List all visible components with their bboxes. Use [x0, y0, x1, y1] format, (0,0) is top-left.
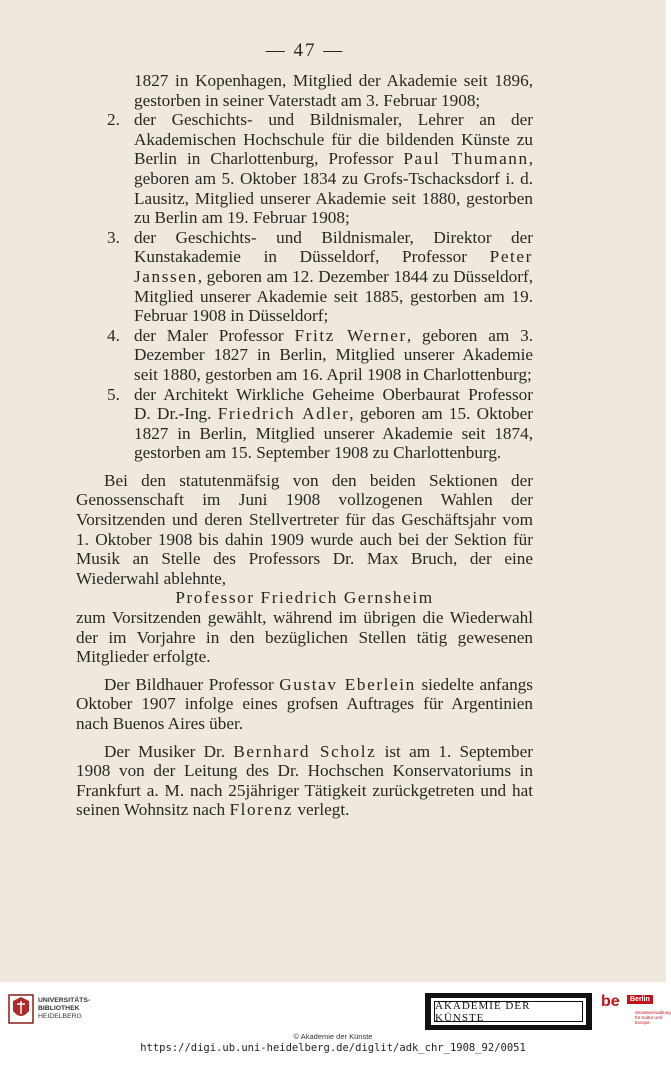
paragraph-text: ist am 1. September 1908 von der Leitung des Dr. Hochschen Konservatoriums in Frankfurt a. M. nach 25jähriger Tätigkeit zurückgetreten und hat seinen Wohnsitz nach	[76, 741, 533, 820]
source-link[interactable]: https://digi.ub.uni-heidelberg.de/diglit/adk_chr_1908_92/0051	[140, 1042, 526, 1054]
page-text	[76, 71, 533, 820]
akademie-logo[interactable]	[425, 993, 592, 1030]
person-name: Peter Janssen	[134, 247, 533, 286]
library-line: BIBLIOTHEK	[38, 1005, 80, 1012]
library-name[interactable]	[38, 997, 90, 1021]
paragraph-scholz	[76, 742, 533, 820]
paragraph-elections: Bei den statutenmäfsig von den beiden Sektionen der Genossenschaft im Juni 1908 vollzogenen Wahlen der Vorsitzenden und deren Stellvertreter für das Geschäftsjahr vom 1. Oktober 1908 bis dahin 1909 wurde auch bei der Sektion für Musik an Stelle des Professors Dr. Max Bruch, der eine Wiederwahl ablehnte,	[76, 470, 533, 588]
akademie-label: AKADEMIE DER KÜNSTE	[434, 1001, 583, 1022]
list-item	[76, 326, 533, 385]
paragraph-eberlein	[76, 675, 533, 734]
berlin-logo[interactable]	[601, 993, 671, 1031]
item-number: 2.	[107, 110, 120, 130]
item-number: 4.	[107, 325, 120, 345]
paragraph-text: verlegt.	[293, 800, 350, 820]
source-url[interactable]	[0, 1042, 666, 1054]
person-name: Friedrich Adler	[217, 404, 350, 424]
berlin-badge: Berlin	[627, 995, 653, 1004]
person-name: Paul Thumann	[403, 149, 529, 169]
intro-paragraph: 1827 in Kopenhagen, Mitglied der Akademie seit 1896, gestorben in seiner Vaterstadt am 3. Februar 1908;	[134, 71, 533, 110]
obituary-list	[76, 110, 533, 463]
copyright-text: © Akademie der Künste	[293, 1032, 373, 1041]
item-number: 5.	[107, 384, 120, 404]
person-name: Fritz Werner	[294, 325, 407, 345]
person-name: Gustav Eberlein	[279, 674, 416, 694]
berlin-brand: be	[601, 993, 620, 1010]
item-text: der Geschichts- und Bildnismaler, Direktor der Kunstakademie in Düsseldorf, Professor	[134, 227, 533, 267]
item-text: der Geschichts- und Bildnismaler, Lehrer an der Akademischen Hochschule für die bildenden Künste zu Berlin in Charlottenburg, Professor	[134, 110, 533, 169]
item-number: 3.	[107, 227, 120, 247]
paragraph-text: Der Musiker Dr.	[104, 741, 234, 761]
paragraph-text: Der Bildhauer Professor	[104, 674, 280, 694]
berlin-subtitle: Senatsverwaltung für Kultur und Europa	[635, 1010, 671, 1025]
item-text: , geboren am 5. Oktober 1834 zu Grofs-Tschacksdorf i. d. Lausitz, Mitglied unserer Akademie seit 1880, gestorben zu Berlin am 19. Februar 1908;	[134, 149, 533, 228]
library-line: UNIVERSITÄTS-	[38, 997, 91, 1004]
item-text: , geboren am 15. Oktober 1827 in Berlin, Mitglied unserer Akademie seit 1874, gestorben am 15. September 1908 zu Charlottenburg.	[134, 404, 534, 463]
person-name: Bernhard Scholz	[233, 741, 377, 761]
item-text: der Maler Professor	[134, 325, 295, 345]
centered-name: Professor Friedrich Gernsheim	[175, 588, 434, 608]
item-text: , geboren am 12. Dezember 1844 zu Düsseldorf, Mitglied unserer Akademie seit 1885, gestorben am 19. Februar 1908 in Düsseldorf;	[134, 266, 533, 326]
paragraph-text: siedelte anfangs Oktober 1907 infolge eines grofsen Auftrages für Argentinien nach Buenos Aires über.	[76, 674, 533, 733]
place-name: Florenz	[229, 800, 294, 820]
page-number: — 47 —	[265, 40, 345, 61]
list-item	[76, 110, 533, 228]
viewer-footer	[0, 982, 671, 1069]
library-line: HEIDELBERG	[38, 1013, 82, 1020]
item-text: der Architekt Wirkliche Geheime Oberbaurat Professor D. Dr.-Ing.	[134, 384, 533, 424]
list-item	[76, 228, 533, 326]
university-seal-icon[interactable]	[8, 994, 34, 1024]
item-text: , geboren am 3. Dezember 1827 in Berlin, Mitglied unserer Akademie seit 1880, gestorben am 16. April 1908 in Charlottenburg;	[134, 325, 533, 384]
list-item	[76, 385, 533, 463]
paragraph-elections-cont: zum Vorsitzenden gewählt, während im übrigen die Wiederwahl der im Vorjahre in den bezüglichen Stellen tätig gewesenen Mitglieder erfolgte.	[76, 608, 533, 667]
